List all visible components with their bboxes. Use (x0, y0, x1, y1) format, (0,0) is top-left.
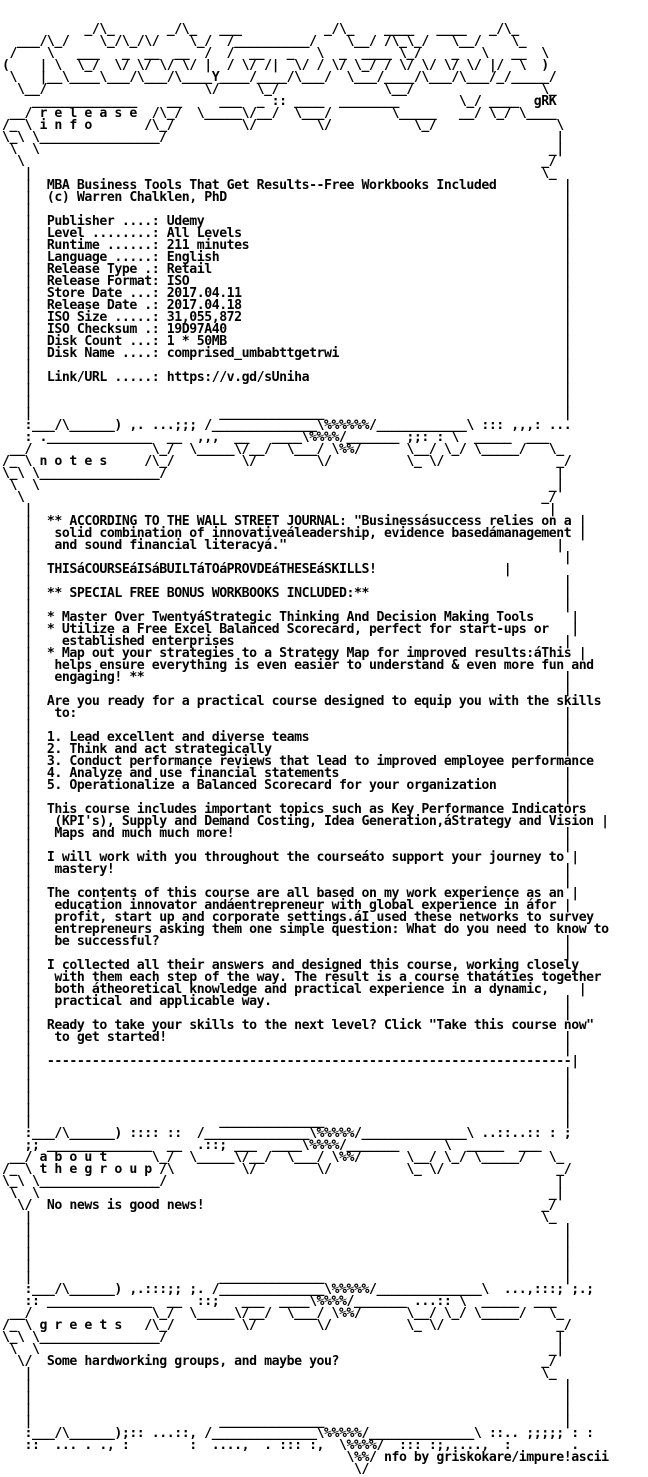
nfo-line: __/ r e l e a s e /\_/ \_____\/__/ \___/ \_____ __/ \_/ \____ (2, 106, 557, 121)
nfo-line: | | (2, 1042, 572, 1057)
nfo-line: | profit, start up and corporate settings.áI used these networks to survey (2, 910, 594, 925)
nfo-line: | ______________ | (2, 406, 572, 421)
nfo-line: / \ ___ _ __ __ / / __ _ \ _ ____ \_/ _ \ __ \ (2, 46, 549, 61)
nfo-line: | 3. Conduct performance reviews that lead to improved employee performance (2, 754, 594, 769)
nfo-line: | \_ (2, 1366, 557, 1381)
nfo-line: __/ \_/ \_____\/__/ \___/ \%%/ \__/ \_/ \_____/ \_ (2, 442, 564, 457)
nfo-line: _/\_ _/\_ ___ _/\_ ____ ____ _/\_ (2, 22, 519, 37)
nfo-line: | | (2, 574, 572, 589)
nfo-line: | | (2, 874, 572, 889)
nfo-line: \_\ \________________/ | (2, 1330, 564, 1345)
nfo-line: \ \ _| (2, 478, 564, 493)
nfo-line: ______________ __ ___ _ :: ____ ________ \_/ ____ gRK (2, 94, 557, 109)
nfo-line: \ _/ (2, 154, 557, 169)
nfo-line: : .______________ __ ,,, __ ____\%%%%/_______ ;;: : \ _____ ___ (2, 430, 549, 445)
nfo-line: | Maps and much much more! | (2, 826, 572, 841)
nfo-line: | education innovator andáentrepreneur with global experience in áfor | (2, 898, 572, 913)
nfo-line: \__/ \/ \_/ \__/ \_ (2, 82, 557, 97)
nfo-line: \/ No news is good news! _/ (2, 1198, 557, 1213)
nfo-line: | Store Date ...: 2017.04.11 | (2, 286, 572, 301)
nfo-line: | * Master Over TwentyáStrategic Thinking And Decision Making Tools | (2, 610, 579, 625)
nfo-line: | with them each step of the way. The result is a course thatáties together (2, 970, 602, 985)
nfo-text (2, 0, 609, 1476)
nfo-line: | both átheoretical knowledge and practical experience in a dynamic, | (2, 982, 587, 997)
nfo-line: | | (2, 946, 572, 961)
nfo-line: | ISO Checksum .: 19D97A40 | (2, 322, 572, 337)
nfo-line: | Level ........: All Levels | (2, 226, 572, 241)
nfo-line: \/ Some hardworking groups, and maybe you? _/ (2, 1354, 557, 1369)
nfo-line: | | (2, 382, 572, 397)
nfo-line: | | (2, 838, 572, 853)
nfo-line: | entrepreneurs asking them one simple question: What do you need to know to (2, 922, 609, 937)
nfo-line: | | (2, 1066, 572, 1081)
nfo-line: | Publisher ....: Udemy | (2, 214, 572, 229)
nfo-line: | | (2, 718, 572, 733)
nfo-line: \ |__\____\___/\___/\____Y____/____/\___/ \___/____/\___/\___/_/_____/ (2, 70, 557, 85)
nfo-line: /_ \ n o t e s /\_/ \/ \/ \_ \/ _/ (2, 454, 572, 469)
nfo-line: | | (2, 1078, 572, 1093)
nfo-line (2, 0, 609, 12)
nfo-line: /_ \ g r e e t s /\_/ \/ \/ \_ \/ _/ (2, 1318, 572, 1333)
nfo-line: | * Utilize a Free Excel Balanced Scorecard, perfect for start-ups or | (2, 622, 579, 637)
nfo-line: | | (2, 1234, 572, 1249)
nfo-line: | \_ (2, 1210, 557, 1225)
nfo-line: | | (2, 1102, 572, 1117)
nfo-line: | Release Date .: 2017.04.18 | (2, 298, 572, 313)
nfo-line: | 1. Lead excellent and diverse teams | (2, 730, 572, 745)
nfo-line: | | (2, 790, 572, 805)
nfo-line: | ______________ | (2, 1414, 572, 1429)
nfo-line: | to get started! | (2, 1030, 572, 1045)
nfo-line: | * Map out your strategies to a Strategy Map for improved results:áThis | (2, 646, 587, 661)
nfo-line: ( | \ \_/ \/ \/ \/ \/ | / \/ /| \/ / \/ \_/ / \/ \/ \/ \/ |/ \ ) (2, 58, 549, 73)
nfo-line: :___/\______) ,.:::;; ;. /______________\%%%%%/______________\ ...,:::; ;.; (2, 1282, 594, 1297)
nfo-line: | Language .....: English | (2, 250, 572, 265)
nfo-line: | Are you ready for a practical course designed to equip you with the skills (2, 694, 602, 709)
nfo-line: | | (2, 550, 572, 565)
nfo-line: | Link/URL .....: https://v.gd/sUniha | (2, 370, 572, 385)
nfo-line: | be successful? | (2, 934, 572, 949)
nfo-line: :: ______________ __ ::; ___ ____\%%%%/_______ ...:: \ _____ ___ (2, 1294, 557, 1309)
nfo-line: | mastery! | (2, 862, 572, 877)
nfo-line: | engaging! ** | (2, 670, 572, 685)
nfo-line: ___/\_/ \_/\_/\/ \_/ /__________/ \__/ /\_\_/ \__/ \_ (2, 34, 527, 49)
nfo-line: __/ \_/ \_____\/__/ \___/ \%%/ \__/ \_/ \_____/ \_ (2, 1306, 564, 1321)
nfo-line: | ** ACCORDING TO THE WALL STREET JOURNAL: "Businessásuccess relies on a | (2, 514, 587, 529)
nfo-line: | | (2, 682, 572, 697)
nfo-line: | to: | (2, 706, 572, 721)
nfo-line: | | (2, 1402, 572, 1417)
nfo-line: | ** SPECIAL FREE BONUS WORKBOOKS INCLUDED:** | (2, 586, 572, 601)
nfo-line: | and sound financial literacyá." | (2, 538, 564, 553)
nfo-line: | (KPI's), Supply and Demand Costing, Idea Generation,áStrategy and Vision | (2, 814, 609, 829)
nfo-line: \%%/ nfo by griskokare/impure!ascii (2, 1450, 609, 1465)
nfo-line: | | (2, 394, 572, 409)
nfo-line: \_\ \________________/ | (2, 1174, 564, 1189)
nfo-line: | | (2, 1006, 572, 1021)
nfo-line: | Release Format: ISO | (2, 274, 572, 289)
nfo-line: | | (2, 1390, 572, 1405)
nfo-line: | | (2, 1258, 572, 1273)
nfo-line: | Runtime ......: 211 minutes | (2, 238, 572, 253)
nfo-line: /_ \ t h e g r o u p /\ \/ \/ \_ \/ _/ (2, 1162, 572, 1177)
nfo-line: | practical and applicable way. | (2, 994, 572, 1009)
nfo-line: | 2. Think and act strategically | (2, 742, 572, 757)
nfo-line: | Disk Count ...: 1 * 50MB | (2, 334, 572, 349)
nfo-line: \_\ \________________/ | (2, 466, 564, 481)
nfo-line: \ \ _| (2, 142, 564, 157)
nfo-line: ;; ______________ __ .::; ___ ____\%%%%/_______ \ _____ ___ (2, 1138, 542, 1153)
nfo-line: | solid combination of innovativeáleadership, evidence basedámanagement | (2, 526, 587, 541)
nfo-line: | 5. Operationalize a Balanced Scorecard for your organization | (2, 778, 572, 793)
nfo-line: \ \ _| (2, 1342, 564, 1357)
nfo-line: | ______________ | (2, 1114, 572, 1129)
nfo-line: :___/\______) ,. ...;;; /______________\%%%%%%/____________\ ::: ,,,: ... (2, 418, 572, 433)
nfo-line: /_ \ i n f o /\_/ \/ \/ \_/ \ (2, 118, 564, 133)
nfo-line: | | (2, 1378, 572, 1393)
nfo-line: | | (2, 1246, 572, 1261)
nfo-line: | helps ensure everything is even easier to understand & even more fun and (2, 658, 594, 673)
nfo-line: | \_ (2, 166, 557, 181)
nfo-line: | | (2, 1222, 572, 1237)
nfo-line: | 4. Analyze and use financial statements | (2, 766, 572, 781)
nfo-line: | Release Type .: Retail | (2, 262, 572, 277)
nfo-line: | | (2, 202, 572, 217)
nfo-line: | ______________ | (2, 1270, 572, 1285)
nfo-line: \_\ \________________/ | (2, 130, 564, 145)
nfo-line: | | (2, 502, 557, 517)
nfo-line: | The contents of this course are all based on my work experience as an | (2, 886, 579, 901)
nfo-line: | established enterprises | (2, 634, 572, 649)
nfo-line: | This course includes important topics such as Key Performance Indicators (2, 802, 587, 817)
nfo-line: | THISáCOURSEáISáBUILTáTOáPROVDEáTHESEáSKILLS! | (2, 562, 512, 577)
nfo-line: :___/\______);:: ...::, /______________\%%%%%/______________\ ::.. ;;;;; : : (2, 1426, 594, 1441)
nfo-line: :___/\______) :::: :: /______________\%%%%%/______________\ ..::..:: : ; (2, 1126, 572, 1141)
nfo-line: | ----------------------------------------------------------------------| (2, 1054, 579, 1069)
nfo-line: | MBA Business Tools That Get Results--Free Workbooks Included | (2, 178, 572, 193)
nfo-line: | Disk Name ....: comprised_umbabttgetrwi | (2, 346, 572, 361)
nfo-line: | ISO Size .....: 31,055,872 | (2, 310, 572, 325)
nfo-line: | I collected all their answers and designed this course, working closely (2, 958, 579, 973)
nfo-line: | | (2, 598, 572, 613)
nfo-line: | | (2, 358, 572, 373)
nfo-line: | Ready to take your skills to the next level? Click "Take this course now" (2, 1018, 594, 1033)
nfo-line: \/ (2, 1462, 369, 1477)
nfo-line: \ \ _| (2, 1186, 564, 1201)
nfo-line: :: ... . ., : : ...., . ::: :, \%%%%/ ::: :;,...., : . (2, 1438, 579, 1453)
nfo-line: | (c) Warren Chalklen, PhD | (2, 190, 572, 205)
nfo-line: __/ a b o u t \_/ \_____\/__/ \___/ \%%/ \__/ \_/ \_____/ \_ (2, 1150, 564, 1165)
nfo-line: \ _/ (2, 490, 557, 505)
nfo-line: | | (2, 1090, 572, 1105)
nfo-line: | I will work with you throughout the courseáto support your journey to | (2, 850, 579, 865)
